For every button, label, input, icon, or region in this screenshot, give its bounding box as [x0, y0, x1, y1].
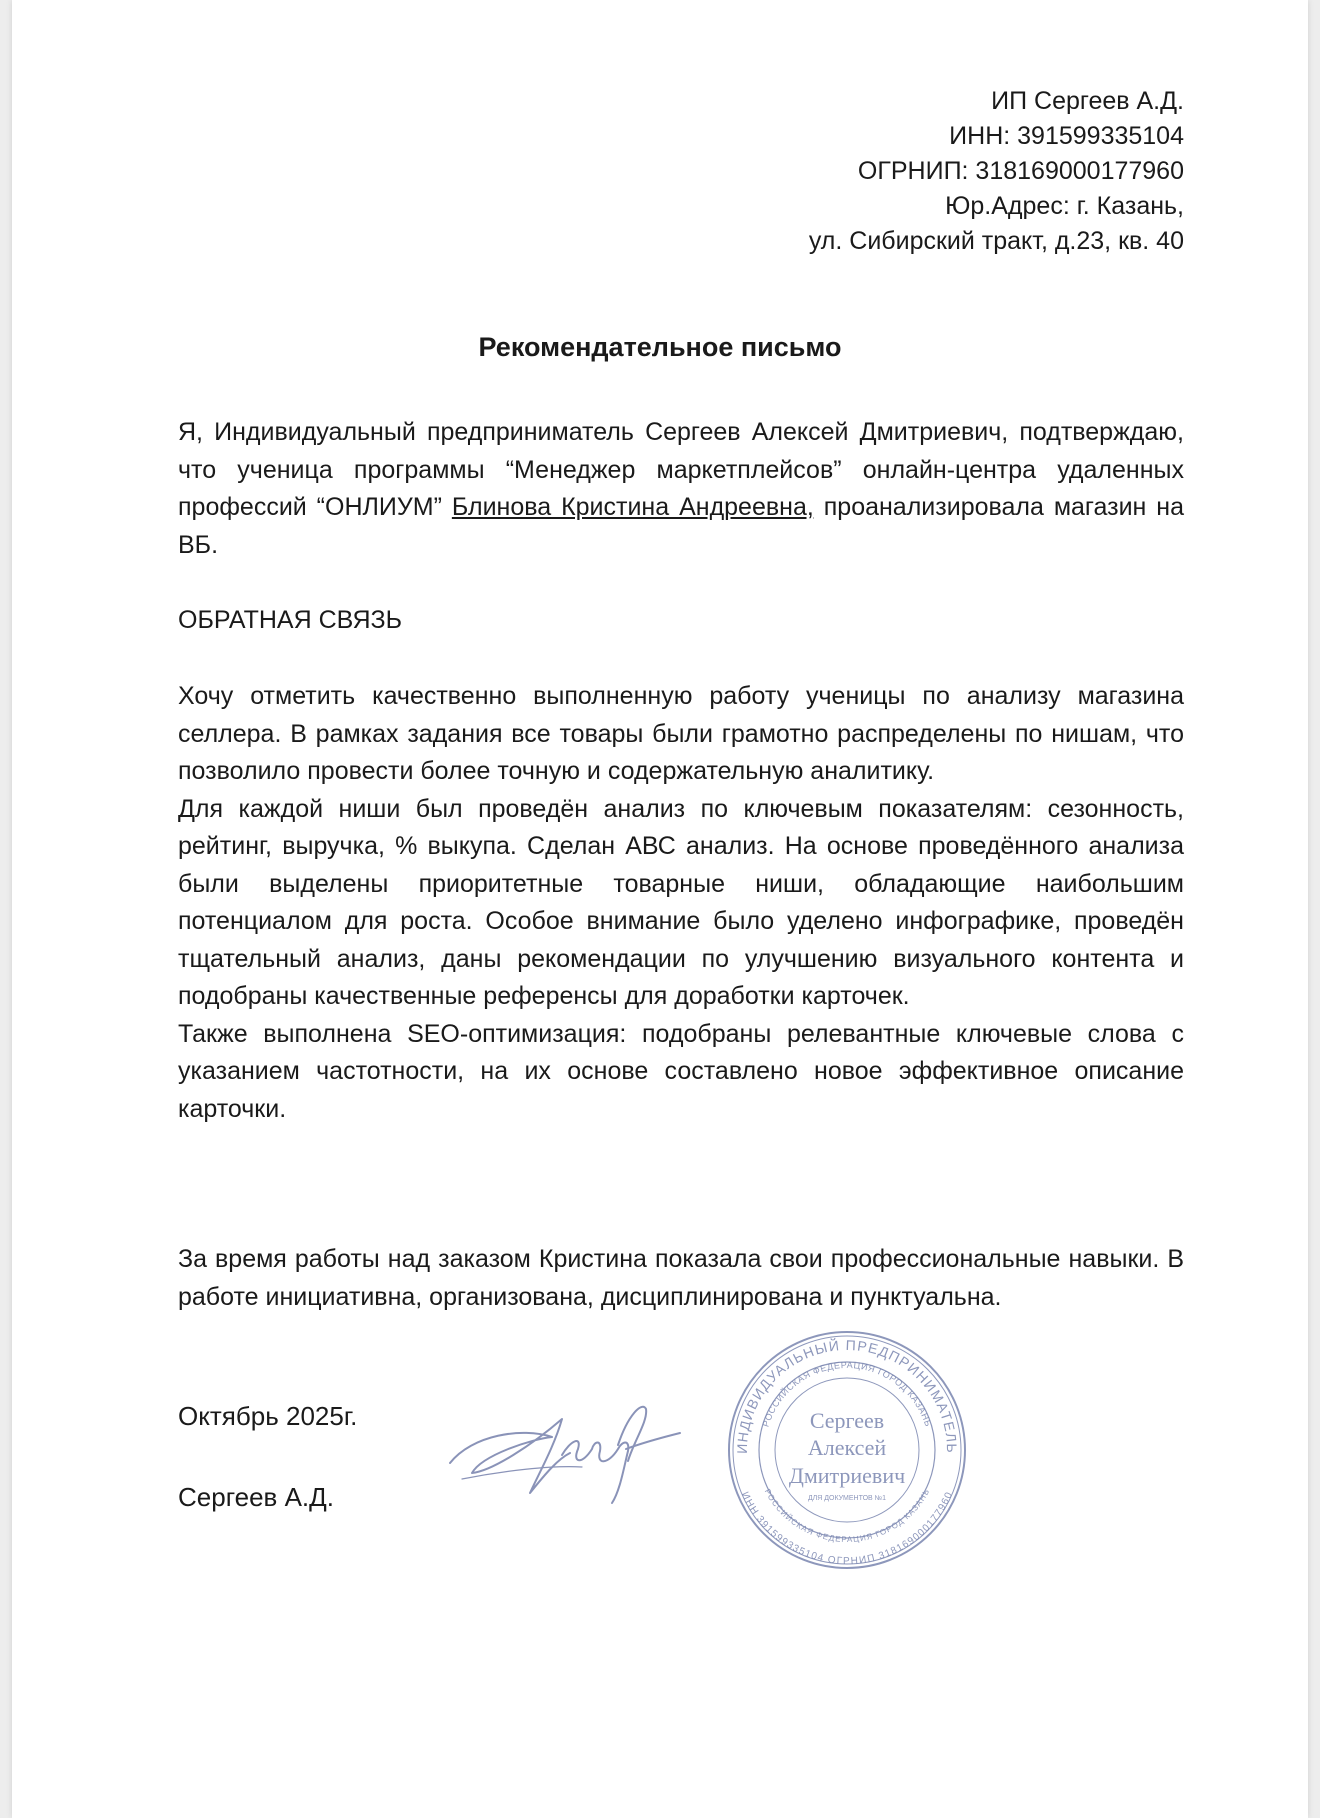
signer-name: Сергеев А.Д. — [178, 1482, 334, 1512]
stamp-outer-text: ИНДИВИДУАЛЬНЫЙ ПРЕДПРИНИМАТЕЛЬ — [733, 1336, 961, 1454]
feedback-body — [178, 678, 1184, 1128]
stamp-bottom-outer-text: ИНН 391599335104 ОГРНИП 318169000177960 — [738, 1490, 956, 1568]
intro-text-after: проанализировала магазин на ВБ. — [178, 493, 1184, 559]
student-name: Блинова Кристина Андреевна, — [451, 493, 814, 521]
feedback-paragraph-1: Хочу отметить качественно выполненную работу ученицы по анализу магазина селлера. В рамках задания все товары были грамотно распределены по нишам, что позволило провести более точную и содержательную аналитику. — [178, 682, 1184, 785]
sender-name: ИП Сергеев А.Д. — [991, 87, 1184, 115]
intro-text-before: Я, Индивидуальный предприниматель Сергеев Алексей Дмитриевич, подтверждаю, что ученица программы “Менеджер маркетплейсов” онлайн-центра удаленных профессий “ОНЛИУМ” — [178, 418, 1184, 521]
company-stamp — [725, 1328, 969, 1572]
sender-details — [809, 84, 1184, 259]
sender-ogrnip: ОГРНИП: 318169000177960 — [857, 157, 1184, 185]
letter-title: Рекомендательное письмо — [478, 332, 842, 362]
closing-paragraph: За время работы над заказом Кристина показала свои профессиональные навыки. В работе инициативна, организована, дисциплинирована и пунктуальна. — [178, 1245, 1184, 1311]
stamp-center-line2: Алексей — [807, 1435, 887, 1460]
stamp-bottom-inner-text: РОССИЙСКАЯ ФЕДЕРАЦИЯ ГОРОД КАЗАНЬ — [762, 1487, 932, 1545]
stamp-center-line1: Сергеев — [809, 1408, 885, 1433]
feedback-paragraph-2: Для каждой ниши был проведён анализ по ключевым показателям: сезонность, рейтинг, выручка, % выкупа. Сделан АВС анализ. На основе проведённого анализа были выделены приоритетные товарные ниши, обладающие наибольшим потенциалом для роста. Особое внимание было уделено инфографике, проведён тщательный анализ, даны рекомендации по улучшению визуального контента и подобраны качественные референсы для доработки карточек. — [178, 794, 1184, 1010]
feedback-heading: ОБРАТНАЯ СВЯЗЬ — [178, 606, 403, 634]
sender-address-line2: ул. Сибирский тракт, д.23, кв. 40 — [808, 227, 1184, 255]
stamp-center-line3: Дмитриевич — [788, 1463, 906, 1488]
stamp-center-small: ДЛЯ ДОКУМЕНТОВ №1 — [807, 1495, 887, 1502]
stamp-inner-top-text: РОССИЙСКАЯ ФЕДЕРАЦИЯ ГОРОД КАЗАНЬ — [760, 1359, 934, 1429]
sender-address-line1: Юр.Адрес: г. Казань, — [945, 192, 1184, 220]
feedback-paragraph-3: Также выполнена SEO-оптимизация: подобраны релевантные ключевые слова с указанием частотности, на их основе составлено новое эффективное описание карточки. — [178, 1019, 1184, 1123]
letter-date: Октябрь 2025г. — [178, 1401, 358, 1431]
letter-page — [12, 0, 1308, 1818]
intro-paragraph — [178, 414, 1184, 564]
handwritten-signature — [442, 1375, 682, 1515]
sender-inn: ИНН: 391599335104 — [949, 122, 1184, 150]
